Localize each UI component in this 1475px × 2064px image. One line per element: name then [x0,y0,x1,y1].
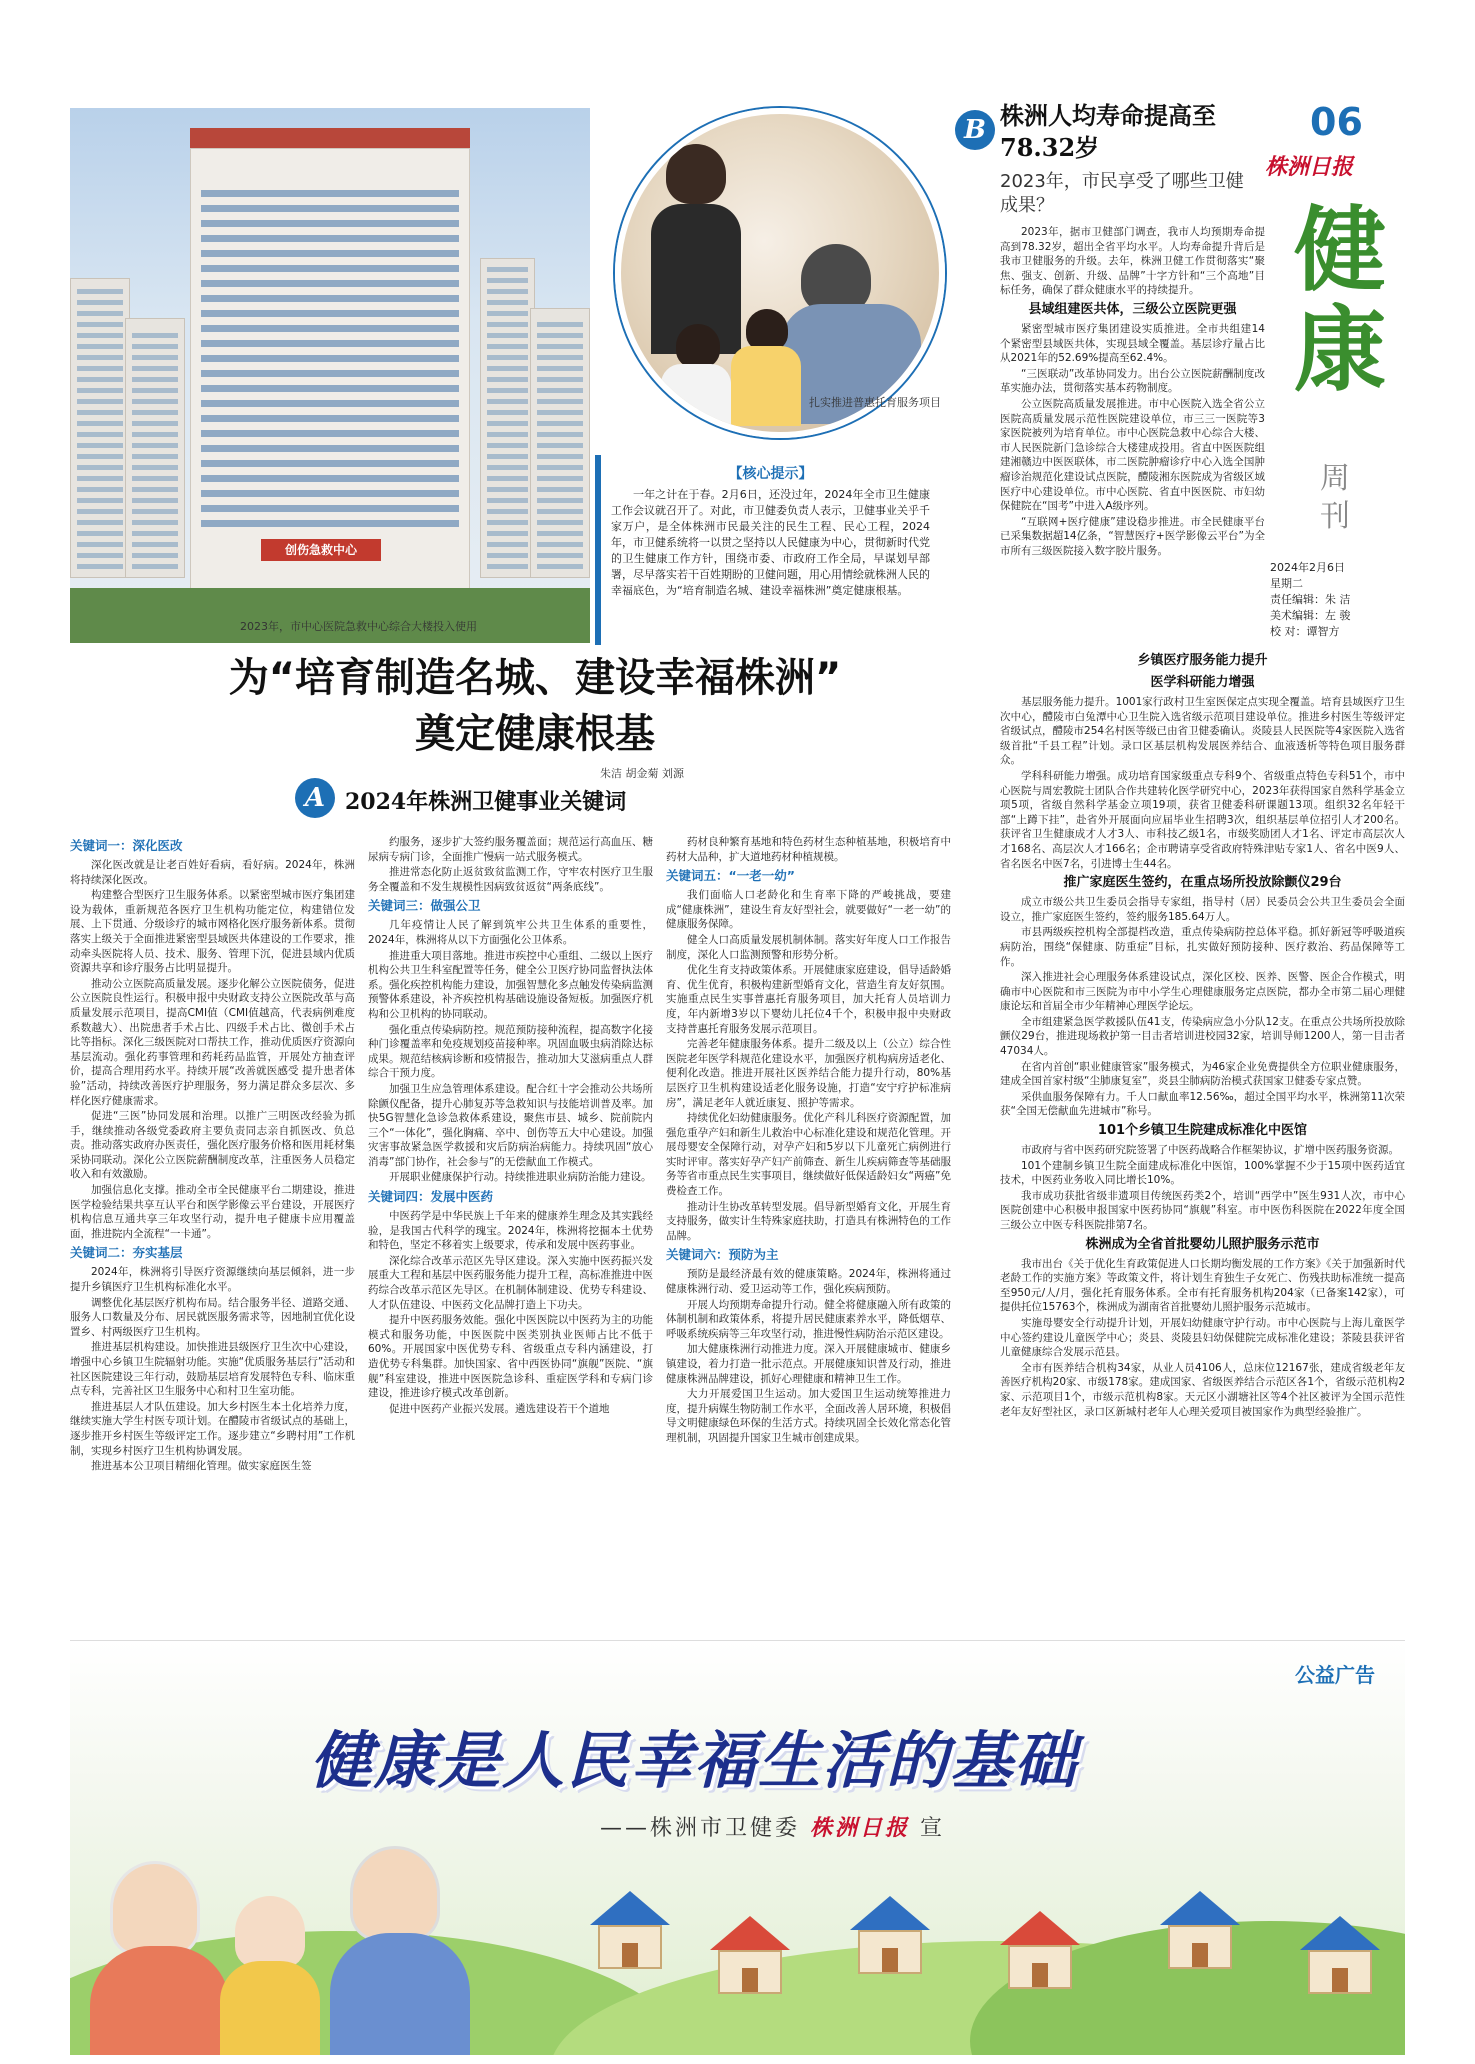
page-number: 06 [1310,100,1363,144]
background-building [480,258,535,578]
paragraph: 我市成功获批省级非遗项目传统医药类2个，培训“西学中”医生931人次，市中心医院创建中心积极申报国家中医药协同“旗舰”科室。市中医伤科医院在2022年度全国三级公立中医专科医院排第7名。 [1000,1189,1405,1231]
grandmother-body [90,1946,230,2055]
child-body [661,364,731,438]
child-head [746,309,788,351]
paragraph: 推进基层人才队伍建设。加大乡村医生本土化培养力度，继续实施大学生村医专项计划。在醴陵市省级试点的基础上，逐步推开乡村医生等级评定工作。逐步建立“乡聘村用”工作机制，实现乡村医疗卫生机构协调发展。 [70,1400,355,1457]
keyword-heading: 关键词五：“一老一幼” [666,868,795,884]
paragraph: 几年疫情让人民了解到筑牢公共卫生体系的重要性，2024年，株洲将从以下方面强化公卫体系。 [368,919,653,946]
paragraph: 预防是最经济最有效的健康策略。2024年，株洲将通过健康株洲行动、爱卫运动等工作，强化疾病预防。 [666,1268,951,1296]
story-subheading: 县域组建医共体，三级公立医院更强 [1028,301,1237,317]
child-body [731,346,801,426]
paragraph: 推动计生协改革转型发展。倡导新型婚育文化，开展生育支持服务，做实计生特殊家庭扶助，打造具有株洲特色的工作品牌。 [666,1200,951,1242]
paragraph: 约服务，逐步扩大签约服务覆盖面；规范运行高血压、糖尿病专病门诊，全面推广慢病一站式服务模式。 [368,836,653,863]
date-block [1270,560,1430,640]
paragraph: 构建整合型医疗卫生服务体系。以紧密型城市医疗集团建设为载体，重新规范各医疗卫生机构功能定位，构建错位发展、上下贯通、分级诊疗的城市网格化医疗服务新体系。贯彻落实上级关于全面推进紧密型县域医共体建设的工作要求，推动牵头医院将人员、技术、服务、管理下沉，促进县域内优质资源共享和诊疗服务占比明显提升。 [70,889,355,975]
paragraph: 在省内首创“职业健康管家”服务模式，为46家企业免费提供全方位职业健康服务，建成全国首家村级“尘肺康复室”，炎县尘肺病防治模式获国家卫健委专家点赞。 [1000,1060,1405,1088]
keyword-heading: 关键词一：深化医改 [70,838,183,853]
paragraph: 推进重大项目落地。推进市疾控中心重组、二级以上医疗机构公共卫生科室配置等任务，健全公卫医疗协同监督执法体系。强化疾控机构能力建设，加强智慧化多点触发传染病监测预警体系建设，补齐疾控机构基础设施设备短板。加强医疗机构和公卫机构的协同联动。 [368,949,653,1020]
trees [70,588,590,643]
hospital-photo [70,108,590,643]
ad-sponsor: ——株洲市卫健委 [600,1816,801,1841]
paragraph: 市县两级疾控机构全部提档改造，重点传染病防控总体平稳。抓好新冠等呼吸道疾病防治，围绕“保健康、防重症”目标，扎实做好预防接种、医疗救治、药品保障等工作。 [1000,926,1405,968]
grandfather-body [330,1933,470,2055]
paragraph: 完善老年健康服务体系。提升二级及以上（公立）综合性医院老年医学科规范化建设水平，加强医疗机构病房适老化、便利化改造。推进开展社区医养结合能力提升行动，80%基层医疗卫生机构建设适老化服务设施，打造“安宁疗护标准病房”，满足老年人就近康复、照护等需求。 [666,1038,951,1109]
paragraph: 持续优化妇幼健康服务。优化产科儿科医疗资源配置，加强危重孕产妇和新生儿救治中心标准化建设和规范化管理。开展母婴安全保障行动，对孕产妇和5岁以下儿童死亡病例进行实时评审。落实好孕产妇产前筛查、新生儿疾病筛查等基础服务等省市重点民生实事项目，继续做好低保适龄妇女“两癌”免费检查工作。 [666,1112,951,1198]
grandmother-illustration [110,1861,200,1956]
house-illustration [710,1916,790,1994]
story-badge: B [955,110,995,150]
paragraph: 优化生育支持政策体系。开展健康家庭建设，倡导适龄婚育、优生优育，积极构建新型婚育文化，营造生育友好氛围。实施重点民生实事普惠托育服务项目，加大托育人员培训力度，年内新增3岁以下婴幼儿托位4千个，积极申报中央财政支持普惠托育服务发展示范项目。 [666,964,951,1035]
story-column-bottom [1000,650,1405,1635]
ad-paper-name: 株洲日报 [810,1815,911,1841]
background-building [70,278,130,578]
child-body [220,1961,320,2055]
child-head [676,324,720,368]
section-title: 健康 [1293,196,1386,404]
paragraph: 调整优化基层医疗机构布局。结合服务半径、道路交通、服务人口数量及分布、居民就医服务需求等，因地制宜优化设置乡、村两级医疗卫生机构。 [70,1296,355,1338]
ad-label: 公益广告 [1295,1663,1375,1687]
proofreader: 校 对：谭智方 [1270,625,1340,638]
top-story-subtitle: 2023年，市民享受了哪些卫健成果？ [1000,171,1244,216]
house-illustration [1300,1916,1380,1994]
paragraph: 深化综合改革示范区先导区建设。深入实施中医药振兴发展重大工程和基层中医药服务能力提升工程，高标准推进中医药综合改革示范区先导区。在机制体制建设、优势专科建设、人才队伍建设、中医药文化品牌打造上下功夫。 [368,1254,653,1311]
editor: 责任编辑：朱 洁 [1270,593,1351,606]
child-illustration [235,1896,305,1968]
grandfather-illustration [350,1846,440,1941]
house-illustration [850,1896,930,1974]
issue-weekday: 星期二 [1270,577,1303,590]
paragraph: 2024年，株洲将引导医疗资源继续向基层倾斜，进一步提升乡镇医疗卫生机构标准化水平。 [70,1266,355,1294]
keyword-heading: 关键词三：做强公卫 [368,898,481,914]
paragraph: 开展人均预期寿命提升行动。健全将健康融入所有政策的体制机制和政策体系，将提升居民健康素养水平，降低烟草、呼吸系统疾病等三年攻坚行动，推进慢性病防治示范区建设。 [666,1298,951,1340]
paragraph: 公立医院高质量发展推进。市中心医院入选全省公立医院高质量发展示范性医院建设单位，市三三一医院等3家医院被列为培育单位。市中心医院急救中心综合大楼、市人民医院新门急诊综合大楼建成投用。省直中医医院组建湘赣边中医医联体，市二医院肿瘤诊疗中心入选全国肿瘤诊治规范化建设试点医院，醴陵湘东医院成为省级区域医疗中心建设单位。市中心医院、省直中医医院、市妇幼保健院在“国考”中进入A级序列。 [1000,397,1265,513]
paragraph: 推动公立医院高质量发展。逐步化解公立医院债务，促进公立医院良性运行。积极申报中央财政支持公立医院改革与高质量发展示范项目，提高CMI值（CMI值越高，代表病例难度系数越大）、出院患者手术占比、四级手术占比、微创手术占比等指标。深化三级医院对口帮扶工作，推动优质医疗资源向基层流动。强化药事管理和药耗药品监管，开展处方抽查评价，提高合理用药水平。持续开展“改善就医感受 提升患者体验”活动，持续改善医疗护理服务，努力满足群众多层次、多样化医疗健康需求。 [70,977,355,1107]
paragraph: 加强信息化支撑。推动全市全民健康平台二期建设，推进医学检验结果共享互认平台和医学影像云平台建设，开展医疗机构信息互通共享三年攻坚行动，提升电子健康卡应用覆盖面，推进院内全流程“一卡通”。 [70,1184,355,1240]
core-tip-title: 【核心提示】 [728,466,813,482]
paragraph: 深化医改就是让老百姓好看病，看好病。2024年，株洲将持续深化医改。 [70,859,355,886]
paragraph: 我市出台《关于优化生育政策促进人口长期均衡发展的工作方案》《关于加强新时代老龄工作的实施方案》等政策文件，将计划生育独生子女死亡、伤残扶助标准统一提高至950元/人/月，强化托育服务体系。全市有托育服务机构204家（已备案142家），可提供托位15763个，株洲成为湖南省首批婴幼儿照护服务示范城市。 [1000,1257,1405,1314]
keyword-heading: 关键词四：发展中医药 [368,1189,494,1205]
keyword-heading: 关键词二：夯实基层 [70,1245,183,1261]
section-badge: A [295,778,335,818]
top-story-title: 株洲人均寿命提高至78.32岁 [1000,101,1216,162]
paragraph: 2023年，据市卫健部门调查，我市人均预期寿命提高到78.32岁，超出全省平均水平。人均寿命提升背后是我市卫健服务的升级。去年，株洲卫健工作贯彻落实“聚焦、强支、创新、升级、品牌”十字方针和“三个高地”目标任务，确保了群众健康水平的持续提升。 [1000,226,1265,297]
art-editor: 美术编辑：左 骏 [1270,609,1351,622]
issue-date: 2024年2月6日 [1270,561,1345,574]
paragraph: 强化重点传染病防控。规范预防接种流程，提高数字化接种门诊覆盖率和免疫规划疫苗接种率。巩固血吸虫病消除达标成果。规范结核病诊断和疫情报告，推动加大艾滋病重点人群综合干预力度。 [368,1023,653,1080]
core-tip-text: 一年之计在于春。2月6日，还没过年，2024年全市卫生健康工作会议就召开了。对此，市卫健委负责人表示，卫健事业关乎千家万户，是全体株洲市民最关注的民生工程、民心工程，2024年，市卫健系统将一以贯之坚持以人民健康为中心，贯彻新时代党的卫生健康工作方针，围绕市委、市政府工作全局，早谋划早部署，尽早落实若干百姓期盼的卫健问题，用心用情绘就株洲人民的幸福底色，为“培育制造名城、建设幸福株洲”奠定健康根基。 [611,488,930,597]
article-column-1 [70,835,355,1635]
paragraph: 加强卫生应急管理体系建设。配合红十字会推动公共场所除颤仪配备，提升心肺复苏等急救知识与技能培训普及率。加快5G智慧化急诊急救体系建设，聚焦市县、城乡、院前院内三个“一体化”，强化胸痛、卒中、创伤等五大中心建设。加强灾害事故紧急医学救援和灾后防病治病能力。持续巩固“放心消毒”部门协作，社会参与”的无偿献血工作模式。 [368,1082,653,1168]
hospital-building [190,148,470,618]
paragraph: 学科科研能力增强。成功培育国家级重点专科9个、省级重点特色专科51个，市中心医院与周宏教院士团队合作共建转化医学研究中心，2023年获得国家自然科学基金立项5项，省级自然科学基金立项19项，获省卫健委科研课题13项。组织32名年轻干部“上蹲下挂”，赴省外开展面向应届毕业生招聘3次，组织基层单位招引人才200名。获评省卫生健康成才人才3人、市科技乙级1名，市级奖励团人才1名、评定市高层次人才168名、高层次人才166名；企市聘请享受省政府特殊津贴专家1人、省名中医9人、省名医名中医7名，引进博士生44名。 [1000,769,1405,870]
paragraph: 推进基层机构建设。加快推进县级医疗卫生次中心建设，增强中心乡镇卫生院辐射功能。实施“优质服务基层行”活动和社区医院建设三年行动，鼓励基层培育发展特色专科、临床重点专科，完善社区卫生服务中心和村卫生室功能。 [70,1341,355,1398]
paragraph: 中医药学是中华民族上千年来的健康养生理念及其实践经验，是我国古代科学的瑰宝。2024年，株洲将挖掘本土优势和特色，坚定不移着实上级要求，传承和发展中医药事业。 [368,1210,653,1252]
house-illustration [1160,1891,1240,1969]
background-building [530,308,590,578]
paragraph: 促进中医药产业振兴发展。遴选建设若干个道地 [389,1402,610,1415]
paragraph: 基层服务能力提升。1001家行政村卫生室医保定点实现全覆盖。培育县域医疗卫生次中心，醴陵市白兔潭中心卫生院入选省级示范项目建设单位。推进乡村医生等级评定省级试点，醴陵市254名村医等级已由省卫健委确认。炎陵县人民医院等4家医院入选省级首批“千县工程”计划。录口区基层机构发展医养结合、血液透析等特色项目服务群众。 [1000,696,1405,767]
paragraph: 我们面临人口老龄化和生育率下降的严峻挑战，要建成“健康株洲”，建设生育友好型社会，就要做好“一老一幼”的健康服务保障。 [666,889,951,931]
story-subheading: 推广家庭医生签约，在重点场所投放除颤仪29台 [1063,875,1342,891]
story-column-top [1000,225,1265,645]
paragraph: 实施母婴安全行动提升计划，开展妇幼健康守护行动。市中心医院与上海儿童医学中心签约建设儿童医学中心；炎县、炎陵县妇幼保健院完成标准化建设；茶陵县获评省儿童健康综合发展示范县。 [1000,1316,1405,1359]
background-building [125,318,185,578]
main-headline [70,650,1000,762]
paragraph: 推进常态化防止返贫致贫监测工作，守牢农村医疗卫生服务全覆盖和不发生规模性因病致贫返贫“两条底线”。 [368,866,653,893]
paragraph: 健全人口高质量发展机制体制。落实好年度人口工作报告制度，深化人口监测预警和形势分析。 [666,933,951,961]
paragraph: “互联网+医疗健康”建设稳步推进。市全民健康平台已采集数据超14亿条，“智慧医疗+医学影像云平台”为全市所有三级医院接入数字胶片服务。 [1000,515,1265,557]
paragraph: 大力开展爱国卫生运动。加大爱国卫生运动统筹推进力度，提升病媒生物防制工作水平，全面改善人居环境，积极倡导文明健康绿色环保的生活方式。持续巩固全长效化常态化管理机制，巩固提升国家卫生城市创建成果。 [666,1388,951,1444]
paragraph: 全市组建紧急医学救援队伍41支，传染病应急小分队12支。在重点公共场所投放除颤仪29台，推进现场救护第一目击者培训进校园32家，培训导师1200人，第一目击者47034人。 [1000,1015,1405,1058]
article-column-3 [666,835,951,1635]
paragraph: 药材良种繁育基地和特色药材生态种植基地，积极培育中药材大品种，扩大道地药材种植规模。 [666,836,951,863]
childcare-photo-caption: 扎实推进普惠托育服务项目 [809,396,941,409]
paragraph: 市政府与省中医药研究院签署了中医药战略合作框架协议，扩增中医药服务资源。 [1021,1144,1399,1157]
main-headline-line2: 奠定健康根基 [415,711,655,757]
paragraph: 成立市级公共卫生委员会指导专家组，指导村（居）民委员会公共卫生委员会全面设立，推广家庭医生签约，签约服务185.64万人。 [1000,896,1405,923]
ad-sign-suffix: 宣 [920,1816,946,1841]
paragraph: 加大健康株洲行动推进力度。深入开展健康城市、健康乡镇建设，着力打造一批示范点。开展健康知识普及行动，推进健康株洲品牌建设，抓好心理健康和精神卫生工作。 [666,1343,951,1385]
keyword-heading: 关键词六：预防为主 [666,1247,779,1263]
story-subheading: 乡镇医疗服务能力提升 医学科研能力增强 [1137,653,1268,690]
paper-name: 株洲日报 [1265,154,1354,180]
main-headline-line1: 为“培育制造名城、建设幸福株洲” [228,655,842,701]
core-tip-box [595,455,940,645]
hospital-sign: 创伤急救中心 [261,539,381,561]
paragraph: “三医联动”改革协同发力。出台公立医院薪酬制度改革实施办法，贯彻落实基本药物制度。 [1000,367,1265,395]
house-illustration [1000,1911,1080,1989]
story-subheading: 101个乡镇卫生院建成标准化中医馆 [1097,1123,1308,1139]
byline: 朱洁 胡金菊 刘源 [600,767,684,780]
paragraph: 开展职业健康保护行动。持续推进职业病防治能力建设。 [389,1171,652,1184]
paragraph: 推进基本公卫项目精细化管理。做实家庭医生签 [91,1460,312,1473]
paragraph: 全市有医养结合机构34家，从业人员4106人，总床位12167张，建成省级老年友善医疗机构20家、市级178家。建成国家、省级医养结合示范区各1个，省级示范机构2家、示范项目1个，市级示范机构8家。天元区小湖塘社区等4个社区被评为全国示范性老年友好型社区，录口区新城村老年人心理关爱项目被国家作为典型经验推广。 [1000,1361,1405,1418]
house-illustration [590,1891,670,1969]
article-column-2 [368,835,653,1635]
story-subheading: 株洲成为全省首批婴幼儿照护服务示范市 [1085,1236,1320,1252]
ad-slogan: 健康是人民幸福生活的基础 [310,1724,1079,1797]
hospital-photo-caption: 2023年，市中心医院急救中心综合大楼投入使用 [240,620,477,633]
teacher-head [666,144,726,204]
paragraph: 采供血服务保障有力。千人口献血率12.56‰，超过全国平均水平，株洲第11次荣获“全国无偿献血先进城市”称号。 [1000,1090,1405,1118]
section-subtitle: 周刊 [1320,461,1350,534]
paragraph: 深入推进社会心理服务体系建设试点，深化区校、医养、医警、医企合作模式，明确市中心医院和市三医院为市中小学生心理健康服务定点医院，都办全市第二届心理健康论坛和首届全市少年精神心理医学论坛。 [1000,971,1405,1013]
keywords-section-title: 2024年株洲卫健事业关键词 [345,789,627,815]
paragraph: 101个建制乡镇卫生院全面建成标准化中医馆，100%掌握不少于15项中医药适宜技术，中医药业务收入同比增长10%。 [1000,1159,1405,1187]
paragraph: 提升中医药服务效能。强化中医医院以中医药为主的功能模式和服务功能，中医医院中医类别执业医师占比不低于60%。开展国家中医优势专科、省级重点专科内涵建设，打造优势专科集群。加快国家、省中西医协同“旗舰”医院、“旗舰”科室建设，推进中医医院急诊科、重症医学科和专病门诊建设，推进诊疗模式改革创新。 [368,1314,653,1400]
paragraph: 紧密型城市医疗集团建设实质推进。全市共组建14个紧密型县域医共体，实现县域全覆盖。基层诊疗量占比从2021年的52.69%提高至62.4%。 [1000,322,1265,365]
ad-signature [600,1811,945,1842]
childcare-photo [615,108,945,438]
paragraph: 促进“三医”协同发展和治理。以推广三明医改经验为抓手，继续推动各级党委政府主要负责同志亲自抓医改、负总责。推动落实政府办医责任，强化医疗服务价格和医用耗材集采协同联动。深化公立医院薪酬制度改革，注重医务人员稳定收入和有效激励。 [70,1110,355,1181]
public-service-ad [70,1640,1405,2055]
